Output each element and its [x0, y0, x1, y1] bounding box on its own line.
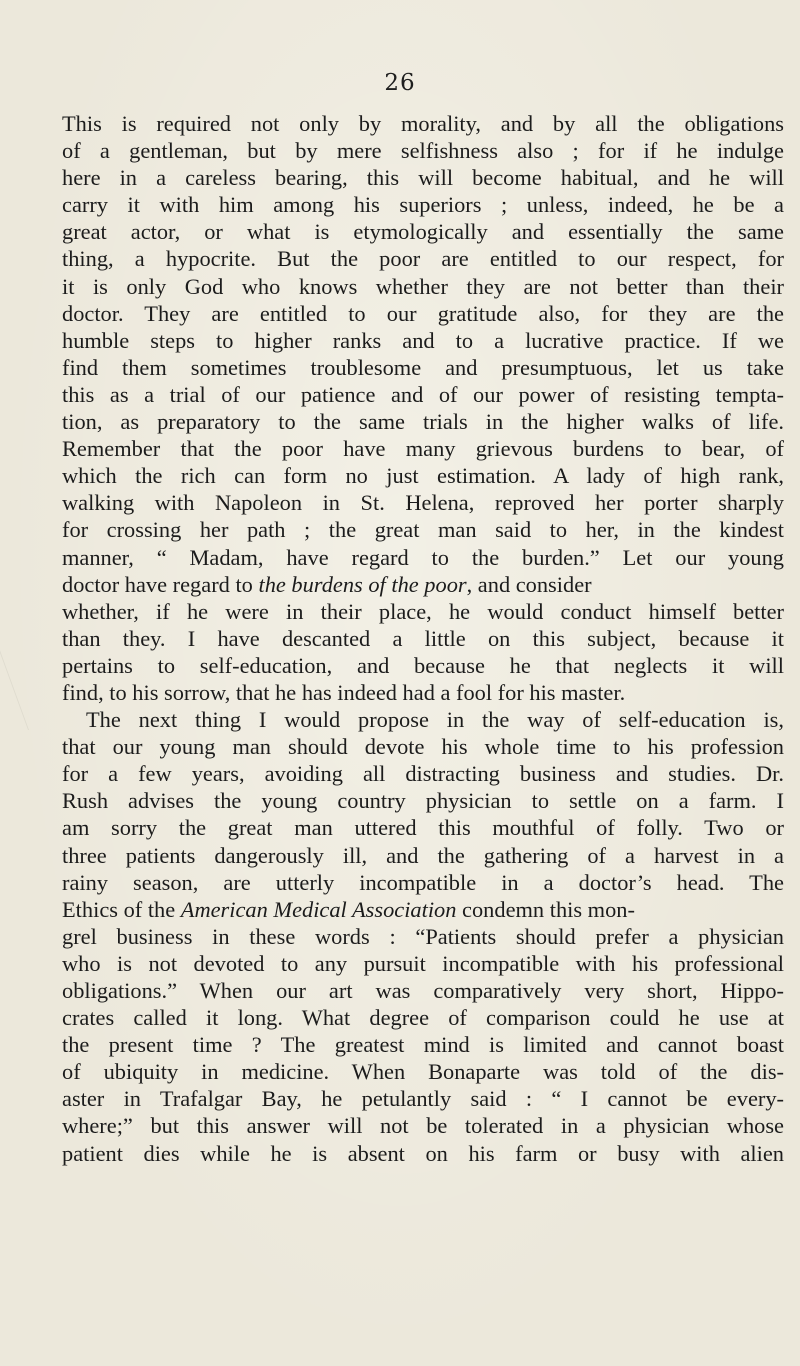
text-segment: doctor have regard to: [62, 571, 259, 597]
page-number: 26: [384, 70, 416, 96]
text-line: grel business in these words : “Patients should prefer a physician: [62, 923, 784, 949]
text-line: crates called it long. What degree of comparison could he use at: [62, 1005, 784, 1031]
text-segment: condemn this mon-: [456, 896, 635, 922]
text-segment: Ethics of the: [62, 896, 181, 922]
text-line: This is required not only by morality, and by all the obligations: [62, 111, 784, 136]
text-line: humble steps to higher ranks and to a lucrative practice. If we: [62, 327, 784, 353]
italic-phrase: American Medical Association: [180, 896, 457, 922]
text-line: this as a trial of our patience and of our power of resisting tempta-: [62, 381, 784, 407]
text-line: patient dies while he is absent on his farm or busy with alien: [62, 1140, 784, 1166]
text-line: pertains to self-education, and because he that neglects it will: [62, 652, 784, 678]
text-line: find them sometimes troublesome and presumptuous, let us take: [62, 354, 784, 380]
text-line: it is only God who knows whether they are not better than their: [62, 273, 784, 299]
text-line: than they. I have descanted a little on this subject, because it: [62, 625, 784, 651]
text-line: The next thing I would propose in the way of self-education is,: [86, 707, 784, 733]
text-line: rainy season, are utterly incompatible in a doctor’s head. The: [62, 869, 784, 895]
text-line: am sorry the great man uttered this mouthful of folly. Two or: [62, 815, 784, 841]
text-line: [62, 571, 784, 598]
text-line: Remember that the poor have many grievous burdens to bear, of: [62, 436, 784, 462]
text-line: three patients dangerously ill, and the gathering of a harvest in a: [62, 842, 784, 868]
text-line: that our young man should devote his whole time to his profession: [62, 734, 784, 760]
text-line: [62, 896, 784, 923]
text-line: here in a careless bearing, this will become habitual, and he will: [62, 165, 784, 191]
text-line: for crossing her path ; the great man said to her, in the kindest: [62, 517, 784, 543]
text-line: Rush advises the young country physician to settle on a farm. I: [62, 788, 784, 814]
text-line: thing, a hypocrite. But the poor are entitled to our respect, for: [62, 246, 784, 272]
text-line: great actor, or what is etymologically and essentially the same: [62, 219, 784, 245]
text-line: doctor. They are entitled to our gratitude also, for they are the: [62, 300, 784, 326]
italic-phrase: the burdens of the poor: [258, 571, 467, 597]
text-line: of a gentleman, but by mere selfishness also ; for if he indulge: [62, 138, 784, 164]
text-line: manner, “ Madam, have regard to the burden.” Let our young: [62, 544, 784, 570]
text-line: walking with Napoleon in St. Helena, reproved her porter sharply: [62, 490, 784, 516]
text-segment: , and consider: [466, 571, 592, 597]
text-line: for a few years, avoiding all distracting business and studies. Dr.: [62, 761, 784, 787]
text-line: aster in Trafalgar Bay, he petulantly said : “ I cannot be every-: [62, 1086, 784, 1112]
text-line: which the rich can form no just estimation. A lady of high rank,: [62, 463, 784, 489]
text-line: the present time ? The greatest mind is limited and cannot boast: [62, 1032, 784, 1058]
text-line: tion, as preparatory to the same trials in the higher walks of life.: [62, 409, 784, 435]
text-line: of ubiquity in medicine. When Bonaparte was told of the dis-: [62, 1059, 784, 1085]
text-line: find, to his sorrow, that he has indeed had a fool for his master.: [62, 679, 626, 705]
text-line: whether, if he were in their place, he would conduct himself better: [62, 598, 784, 624]
text-line: where;” but this answer will not be tolerated in a physician whose: [62, 1113, 784, 1139]
body-text: [62, 110, 784, 1167]
text-line: carry it with him among his superiors ; unless, indeed, he be a: [62, 192, 784, 218]
text-line: obligations.” When our art was comparatively very short, Hippo-: [62, 978, 784, 1003]
text-line: who is not devoted to any pursuit incompatible with his professional: [62, 950, 784, 976]
